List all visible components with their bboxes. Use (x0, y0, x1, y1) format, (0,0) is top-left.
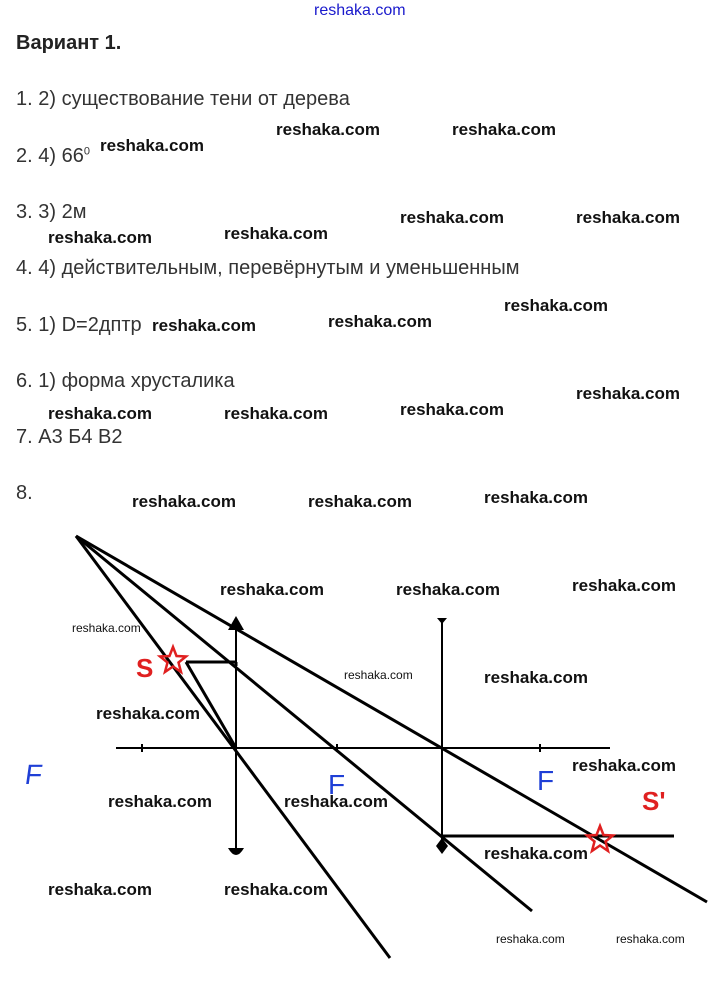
watermark: reshaka.com (224, 880, 328, 899)
focus-label: F (537, 765, 555, 796)
answer-2-degree: 0 (83, 145, 90, 158)
watermark: reshaka.com (284, 792, 388, 811)
watermark: reshaka.com (108, 792, 212, 811)
answer-6: 6. 1) форма хрусталика (16, 370, 235, 392)
answer-2-text: 2. 4) 66 (16, 145, 84, 167)
watermark: reshaka.com (484, 844, 588, 863)
ray-2 (76, 536, 532, 911)
answer-4: 4. 4) действительным, перевёрнутым и уменьшенным (16, 257, 520, 279)
lens-1-top-arrow (228, 616, 244, 630)
watermark: reshaka.com (400, 400, 504, 419)
watermark: reshaka.com (132, 492, 236, 511)
watermark: reshaka.com (308, 492, 412, 511)
watermark: reshaka.com (504, 296, 608, 315)
answer-8: 8. (16, 482, 33, 504)
focus-label: F (328, 769, 346, 800)
answer-3: 3. 3) 2м (16, 201, 87, 223)
watermark: reshaka.com (344, 668, 413, 682)
answer-1: 1. 2) существование тени от дерева (16, 88, 350, 110)
source-label: S (136, 653, 154, 683)
watermark: reshaka.com (484, 668, 588, 687)
watermark: reshaka.com (220, 580, 324, 599)
watermark: reshaka.com (396, 580, 500, 599)
watermark: reshaka.com (72, 621, 141, 635)
focus-label: F (22, 759, 45, 790)
ray-1 (76, 536, 707, 902)
answer-7: 7. А3 Б4 В2 (16, 426, 123, 448)
watermark: reshaka.com (224, 224, 328, 243)
watermark: reshaka.com (616, 932, 685, 946)
watermark: reshaka.com (576, 208, 680, 227)
lens-1-bottom-arrow (228, 848, 244, 855)
watermark: reshaka.com (576, 384, 680, 403)
watermark: reshaka.com (484, 488, 588, 507)
ray-4 (186, 662, 236, 748)
watermark: reshaka.com (572, 576, 676, 595)
site-header-watermark[interactable]: reshaka.com (314, 2, 406, 19)
watermark: reshaka.com (276, 120, 380, 139)
watermark: reshaka.com (96, 704, 200, 723)
watermark: reshaka.com (496, 932, 565, 946)
watermark: reshaka.com (48, 404, 152, 423)
watermark: reshaka.com (224, 404, 328, 423)
lens-2-top-arrow (437, 618, 447, 624)
watermark: reshaka.com (572, 756, 676, 775)
page-title: Вариант 1. (16, 32, 122, 54)
watermark: reshaka.com (152, 316, 256, 335)
watermark: reshaka.com (452, 120, 556, 139)
image-label: S' (642, 786, 666, 816)
watermark: reshaka.com (328, 312, 432, 331)
watermark: reshaka.com (48, 228, 152, 247)
watermark: reshaka.com (48, 880, 152, 899)
watermark: reshaka.com (100, 136, 204, 155)
answer-5: 5. 1) D=2дптр (16, 314, 142, 336)
watermark: reshaka.com (400, 208, 504, 227)
